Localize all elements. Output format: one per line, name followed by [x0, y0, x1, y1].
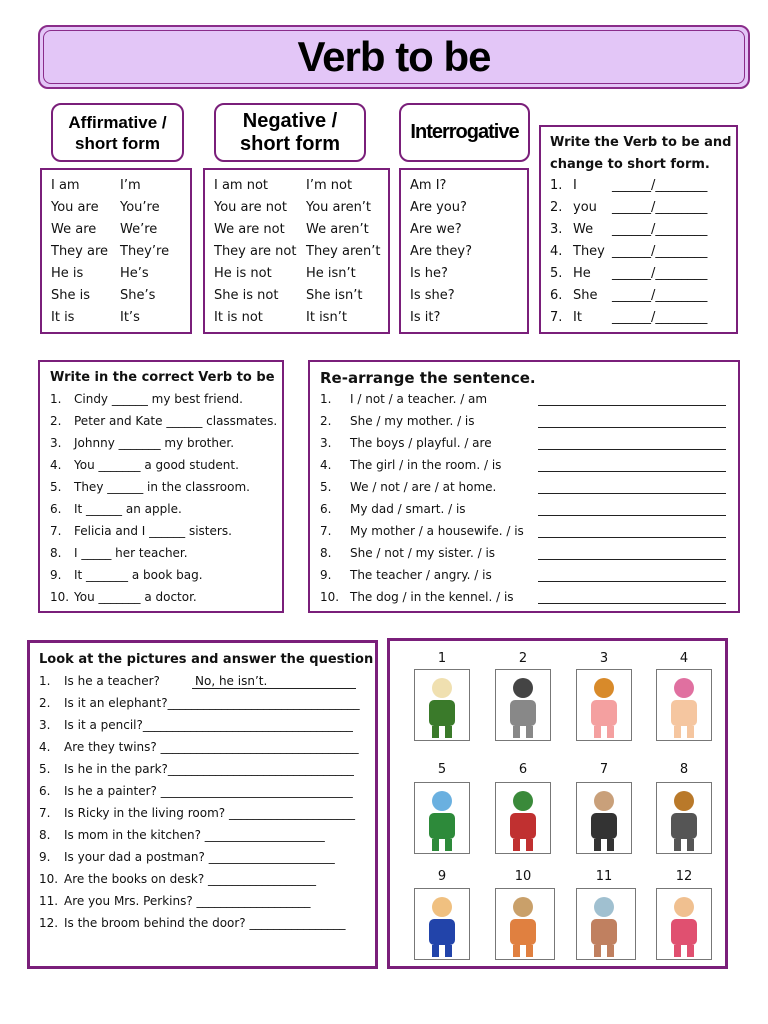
page-title: Verb to be [297, 33, 491, 80]
teacher-chalkboard-icon [415, 783, 469, 853]
elephant-icon [496, 670, 550, 740]
negative-short: It isn’t [306, 310, 347, 325]
title-banner [38, 25, 750, 89]
rearrange-prompt: She / not / my sister. / is [350, 546, 496, 560]
picture-question-number: 8. [39, 828, 51, 842]
short-form-pronoun: We [573, 222, 594, 237]
negative-full: She is not [214, 288, 279, 303]
negative-full: We are not [214, 222, 285, 237]
picture-question-number: 1. [39, 674, 51, 688]
negative-full: He is not [214, 266, 272, 281]
correct-verb-sentence[interactable]: It ______ an apple. [74, 502, 182, 516]
picture-question: Is he a teacher? [64, 674, 160, 688]
picture-frame [656, 669, 712, 741]
rearrange-answer-line[interactable] [538, 559, 726, 560]
correct-verb-number: 2. [50, 414, 62, 428]
negative-full: It is not [214, 310, 263, 325]
rearrange-prompt: The teacher / angry. / is [350, 568, 492, 582]
short-form-pronoun: It [573, 310, 582, 325]
picture-number: 12 [675, 869, 693, 884]
short-form-blank[interactable]: ______/________ [612, 178, 708, 193]
interrogative-header [399, 103, 530, 162]
picture-frame [576, 888, 636, 960]
negative-header [214, 103, 366, 162]
correct-verb-sentence[interactable]: You _______ a good student. [74, 458, 239, 472]
picture-number: 6 [518, 762, 528, 777]
short-form-title-1: Write the Verb to be and [550, 135, 732, 150]
rearrange-number: 4. [320, 458, 332, 472]
rearrange-prompt: She / my mother. / is [350, 414, 475, 428]
rearrange-answer-line[interactable] [538, 405, 726, 406]
affirmative-short: You’re [120, 200, 160, 215]
short-form-blank[interactable]: ______/________ [612, 200, 708, 215]
rearrange-exercise [308, 360, 740, 613]
short-form-number: 5. [550, 266, 563, 281]
affirmative-full: He is [51, 266, 84, 281]
short-form-title-2: change to short form. [550, 157, 710, 172]
affirmative-full: She is [51, 288, 91, 303]
short-form-number: 1. [550, 178, 563, 193]
short-form-pronoun: He [573, 266, 591, 281]
affirmative-short: I’m [120, 178, 141, 193]
correct-verb-exercise [38, 360, 284, 613]
picture-question: Are they twins? _________________________________ [64, 740, 359, 754]
negative-header-text: Negative / short form [240, 109, 340, 155]
correct-verb-number: 4. [50, 458, 62, 472]
negative-table [203, 168, 390, 334]
picture-question: Is he in the park?_______________________________ [64, 762, 354, 776]
negative-short: She isn’t [306, 288, 363, 303]
picture-number: 2 [518, 651, 528, 666]
rearrange-number: 3. [320, 436, 332, 450]
rearrange-number: 1. [320, 392, 332, 406]
policeman-icon [415, 889, 469, 959]
rearrange-title: Re-arrange the sentence. [320, 369, 536, 387]
rearrange-prompt: We / not / are / at home. [350, 480, 497, 494]
picture-questions-title: Look at the pictures and answer the question [39, 652, 374, 667]
rearrange-prompt: The dog / in the kennel. / is [350, 590, 514, 604]
rearrange-number: 6. [320, 502, 332, 516]
correct-verb-sentence[interactable]: Cindy ______ my best friend. [74, 392, 243, 406]
picture-question: Is it a pencil?___________________________________ [64, 718, 353, 732]
interrogative-item: Is he? [410, 266, 448, 281]
correct-verb-sentence[interactable]: Peter and Kate ______ classmates. [74, 414, 278, 428]
affirmative-table [40, 168, 192, 334]
correct-verb-number: 6. [50, 502, 62, 516]
short-form-blank[interactable]: ______/________ [612, 266, 708, 281]
negative-full: I am not [214, 178, 269, 193]
picture-questions [27, 640, 378, 969]
painter-icon [496, 889, 550, 959]
negative-full: You are not [214, 200, 287, 215]
picture-question: Is it an elephant?________________________________ [64, 696, 360, 710]
short-form-pronoun: They [573, 244, 605, 259]
pencil-icon [577, 670, 631, 740]
rearrange-answer-line[interactable] [538, 493, 726, 494]
interrogative-item: Is it? [410, 310, 441, 325]
rearrange-number: 8. [320, 546, 332, 560]
short-form-blank[interactable]: ______/________ [612, 244, 708, 259]
rearrange-prompt: My mother / a housewife. / is [350, 524, 524, 538]
picture-number: 4 [679, 651, 689, 666]
affirmative-short: She’s [120, 288, 156, 303]
rearrange-answer-line[interactable] [538, 603, 726, 604]
picture-question: Is mom in the kitchen? ____________________ [64, 828, 325, 842]
negative-short: You aren’t [306, 200, 372, 215]
rearrange-number: 2. [320, 414, 332, 428]
correct-verb-number: 8. [50, 546, 62, 560]
short-form-number: 7. [550, 310, 563, 325]
correct-verb-number: 3. [50, 436, 62, 450]
football-player-icon [415, 670, 469, 740]
short-form-pronoun: She [573, 288, 598, 303]
short-form-blank[interactable]: ______/________ [612, 288, 708, 303]
short-form-blank[interactable]: ______/________ [612, 310, 708, 325]
rearrange-answer-line[interactable] [538, 427, 726, 428]
correct-verb-sentence[interactable]: It _______ a book bag. [74, 568, 203, 582]
interrogative-header-text: Interrogative [410, 121, 519, 143]
affirmative-short: They’re [120, 244, 170, 259]
rearrange-answer-line[interactable] [538, 449, 726, 450]
picture-frame [495, 669, 551, 741]
picture-question-number: 7. [39, 806, 51, 820]
interrogative-item: Is she? [410, 288, 455, 303]
picture-number: 5 [437, 762, 447, 777]
books-icon [496, 783, 550, 853]
short-form-pronoun: I [573, 178, 577, 193]
twins-icon [657, 670, 711, 740]
correct-verb-number: 10. [50, 590, 70, 604]
rearrange-prompt: I / not / a teacher. / am [350, 392, 488, 406]
correct-verb-title: Write in the correct Verb to be [50, 370, 275, 385]
short-form-blank[interactable]: ______/________ [612, 222, 708, 237]
interrogative-table [399, 168, 529, 334]
negative-short: I’m not [306, 178, 353, 193]
short-form-exercise [539, 125, 738, 334]
picture-question: Are the books on desk? __________________ [64, 872, 317, 886]
rearrange-number: 5. [320, 480, 332, 494]
picture-number: 11 [595, 869, 613, 884]
rearrange-prompt: The boys / playful. / are [350, 436, 492, 450]
rearrange-answer-line[interactable] [538, 515, 726, 516]
picture-question-number: 4. [39, 740, 51, 754]
picture-question-number: 6. [39, 784, 51, 798]
affirmative-short: It’s [120, 310, 140, 325]
picture-question-number: 12. [39, 916, 59, 930]
short-form-number: 2. [550, 200, 563, 215]
rearrange-number: 7. [320, 524, 332, 538]
picture-frame [414, 782, 470, 854]
affirmative-short: We’re [120, 222, 158, 237]
picture-frame [576, 782, 632, 854]
picture-question: Is Ricky in the living room? _____________________ [64, 806, 355, 820]
picture-frame [414, 888, 470, 960]
correct-verb-number: 7. [50, 524, 62, 538]
correct-verb-number: 9. [50, 568, 62, 582]
correct-verb-number: 1. [50, 392, 62, 406]
picture-question: Is the broom behind the door? ________________ [64, 916, 346, 930]
short-form-number: 6. [550, 288, 563, 303]
interrogative-item: Are we? [410, 222, 462, 237]
picture-question: Are you Mrs. Perkins? ___________________ [64, 894, 311, 908]
rearrange-prompt: The girl / in the room. / is [350, 458, 502, 472]
picture-question-number: 3. [39, 718, 51, 732]
correct-verb-number: 5. [50, 480, 62, 494]
affirmative-full: It is [51, 310, 75, 325]
affirmative-header-text: Affirmative / short form [68, 112, 167, 153]
picture-number: 10 [514, 869, 532, 884]
affirmative-full: They are [51, 244, 109, 259]
kitchen-icon [577, 889, 631, 959]
picture-question-number: 9. [39, 850, 51, 864]
correct-verb-sentence[interactable]: You _______ a doctor. [74, 590, 197, 604]
affirmative-full: You are [51, 200, 99, 215]
interrogative-item: Are you? [410, 200, 467, 215]
picture-number: 9 [437, 869, 447, 884]
housewife-icon [657, 889, 711, 959]
picture-answer-line-1[interactable] [192, 688, 356, 689]
rearrange-number: 9. [320, 568, 332, 582]
picture-frame [414, 669, 470, 741]
correct-verb-sentence[interactable]: They ______ in the classroom. [74, 480, 250, 494]
picture-frame [495, 782, 551, 854]
picture-number: 3 [599, 651, 609, 666]
short-form-number: 3. [550, 222, 563, 237]
interrogative-item: Am I? [410, 178, 447, 193]
picture-answer-1[interactable]: No, he isn’t. [195, 674, 268, 688]
affirmative-header [51, 103, 184, 162]
picture-number: 8 [679, 762, 689, 777]
negative-short: He isn’t [306, 266, 356, 281]
rearrange-answer-line[interactable] [538, 537, 726, 538]
picture-frame [656, 888, 712, 960]
picture-frame [495, 888, 555, 960]
picture-number: 7 [599, 762, 609, 777]
affirmative-short: He’s [120, 266, 149, 281]
correct-verb-sentence[interactable]: Felicia and I ______ sisters. [74, 524, 232, 538]
picture-question: Is he a painter? ________________________________ [64, 784, 353, 798]
affirmative-full: We are [51, 222, 97, 237]
picture-number: 1 [437, 651, 447, 666]
rearrange-answer-line[interactable] [538, 471, 726, 472]
picture-frame [576, 669, 632, 741]
picture-frame [656, 782, 712, 854]
picture-question-number: 10. [39, 872, 59, 886]
short-form-number: 4. [550, 244, 563, 259]
negative-full: They are not [214, 244, 297, 259]
picture-question: Is your dad a postman? _____________________ [64, 850, 335, 864]
rearrange-prompt: My dad / smart. / is [350, 502, 466, 516]
negative-short: We aren’t [306, 222, 369, 237]
correct-verb-sentence[interactable]: I _____ her teacher. [74, 546, 188, 560]
rearrange-answer-line[interactable] [538, 581, 726, 582]
broom-bucket-icon [657, 783, 711, 853]
correct-verb-sentence[interactable]: Johnny _______ my brother. [74, 436, 235, 450]
interrogative-item: Are they? [410, 244, 473, 259]
negative-short: They aren’t [306, 244, 381, 259]
man-umbrella-icon [577, 783, 631, 853]
rearrange-number: 10. [320, 590, 340, 604]
picture-question-number: 11. [39, 894, 59, 908]
picture-grid [387, 638, 728, 969]
affirmative-full: I am [51, 178, 80, 193]
picture-question-number: 5. [39, 762, 51, 776]
short-form-pronoun: you [573, 200, 597, 215]
picture-question-number: 2. [39, 696, 51, 710]
